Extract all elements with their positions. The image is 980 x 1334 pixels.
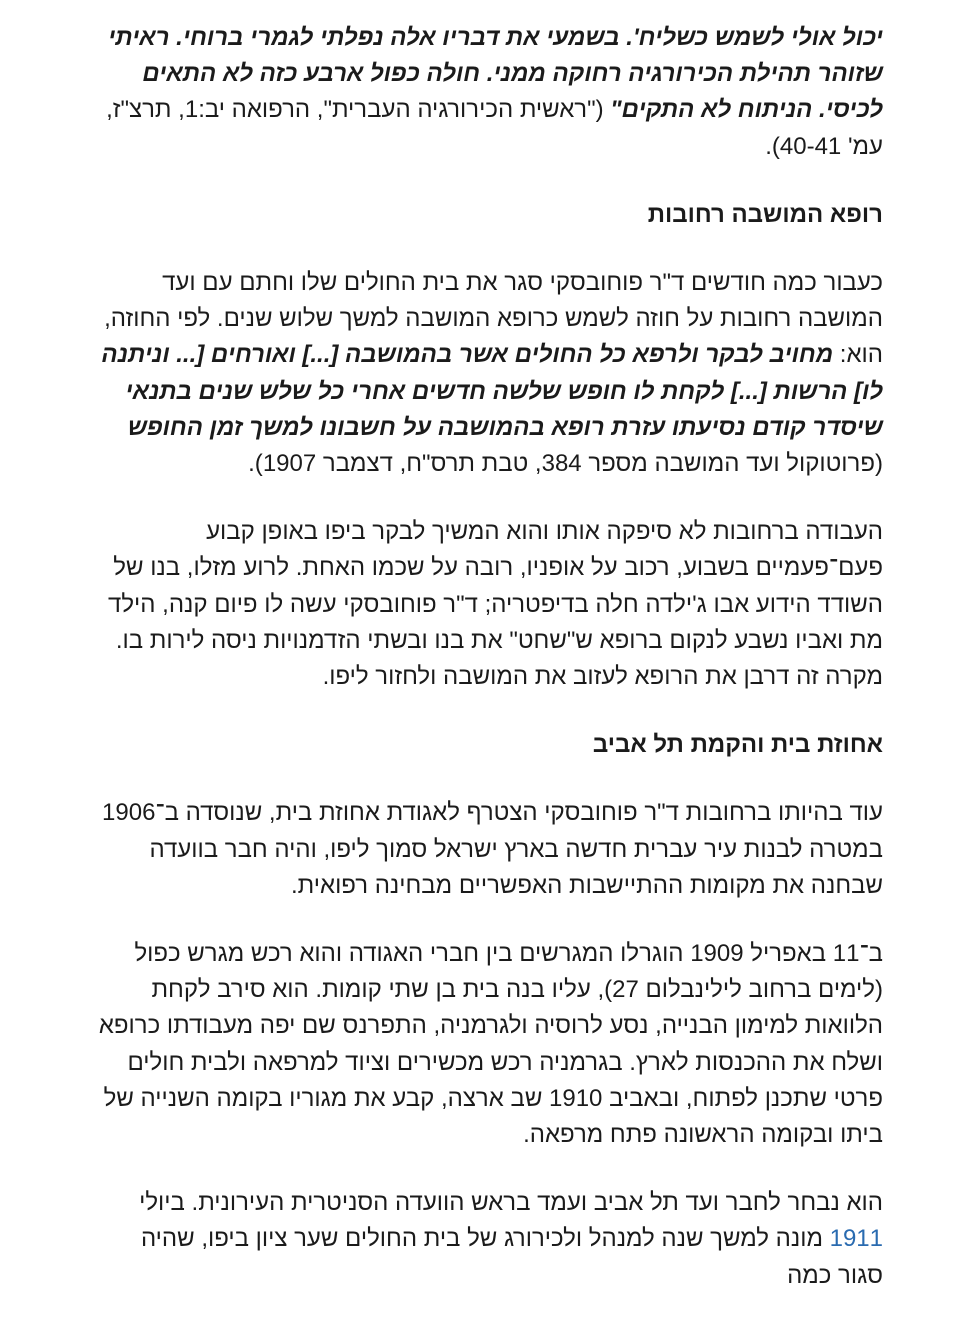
article-body bbox=[98, 20, 883, 1326]
section-heading-rehovot: רופא המושבה רחובות bbox=[647, 200, 883, 228]
year-1911-link[interactable]: 1911 bbox=[829, 1225, 883, 1253]
paragraph-ahuzat-bayit: עוד בהיותו ברחובות ד"ר פוחובסקי הצטרף לאגודת אחוזת בית, שנוסדה ב־1906 במטרה לבנות עיר עברית חדשה בארץ ישראל סמוך ליפו, והיה חבר בוועדה שבחנה את מקומות ההתיישבות האפשריים מבחינה רפואית. bbox=[102, 799, 883, 899]
citation-text: (פרוטוקול ועד המושבה מספר 384, טבת תרס"ח, דצמבר 1907). bbox=[248, 450, 883, 478]
paragraph-committee bbox=[98, 1185, 883, 1294]
quote-text: מחויב לבקר ולרפא כל החולים אשר בהמושבה [...] ואורחים [... וניתנה לו] הרשות [...] לקחת לו חופש שלשה חדשים אחרי כל שלש שנים בתנאי שיסדר קודם נסיעתו עזרת רופא בהמושבה על חשבונו למשך זמן החופש bbox=[101, 341, 883, 441]
quote-text: יכול אולי לשמש כשליח'. בשמעי את דבריו אלה נפלתי לגמרי ברוחי. ראיתי שזוהר תהילת הכירורגיה רחוקה ממני. חולה כפול ארבע כזה לא התאים לכיסי. הניתוח לא התקים" bbox=[108, 24, 883, 124]
section-heading-tel-aviv: אחוזת בית והקמת תל אביב bbox=[592, 731, 883, 759]
citation-text: ("ראשית הכירורגיה העברית", הרפואה יב:1, תרצ"ז, עמ' 40-41). bbox=[106, 96, 883, 160]
paragraph-text: הוא נבחר לחבר ועד תל אביב ועמד בראש הוועדה הסניטרית העירונית. ביולי bbox=[139, 1189, 883, 1217]
paragraph-rehovot-contract bbox=[98, 265, 883, 482]
paragraph-quote-surgery bbox=[98, 20, 883, 165]
paragraph-text: מונה למשך שנה למנהל ולכירורג של בית החולים שער ציון ביפו, שהיה סגור כמה bbox=[140, 1225, 883, 1289]
paragraph-jaffa-visits: העבודה ברחובות לא סיפקה אותו והוא המשיך לבקר ביפו באופן קבוע פעם־פעמיים בשבוע, רכוב על אופניו, רובה על שכמו האחת. לרוע מזלו, בנו של השודד הידוע אבו ג'ילדה חלה בדיפטריה; ד"ר פוחובסקי עשה לו פיום קנה, הילד מת ואביו נשבע לנקום ברופא ש"שחט" את בנו ובשתי הזדמנויות ניסה לירות בו. מקרה זה דרבן את הרופא לעזוב את המושבה ולחזור ליפו. bbox=[108, 518, 883, 691]
paragraph-lottery-house: ב־11 באפריל 1909 הוגרלו המגרשים בין חברי האגודה והוא רכש מגרש כפול (לימים ברחוב לילינבלום 27), עליו בנה בית בן שתי קומות. הוא סירב לקחת הלוואות למימון הבנייה, נסע לרוסיה ולגרמניה, התפרנס שם יפה מעבודתו כרופא ושלח את ההכנסות לארץ. בגרמניה רכש מכשירים וציוד למרפאה ולבית חולים פרטי שתכנן לפתוח, ובאביב 1910 שב ארצה, קבע את מגוריו בקומה השנייה של ביתו ובקומה הראשונה פתח מרפאה. bbox=[98, 940, 883, 1149]
paragraph-text: כעבור כמה חודשים ד"ר פוחובסקי סגר את בית החולים שלו וחתם עם ועד המושבה רחובות על חוזה לשמש כרופא המושבה למשך שלוש שנים. לפי החוזה, הוא: bbox=[104, 269, 883, 369]
